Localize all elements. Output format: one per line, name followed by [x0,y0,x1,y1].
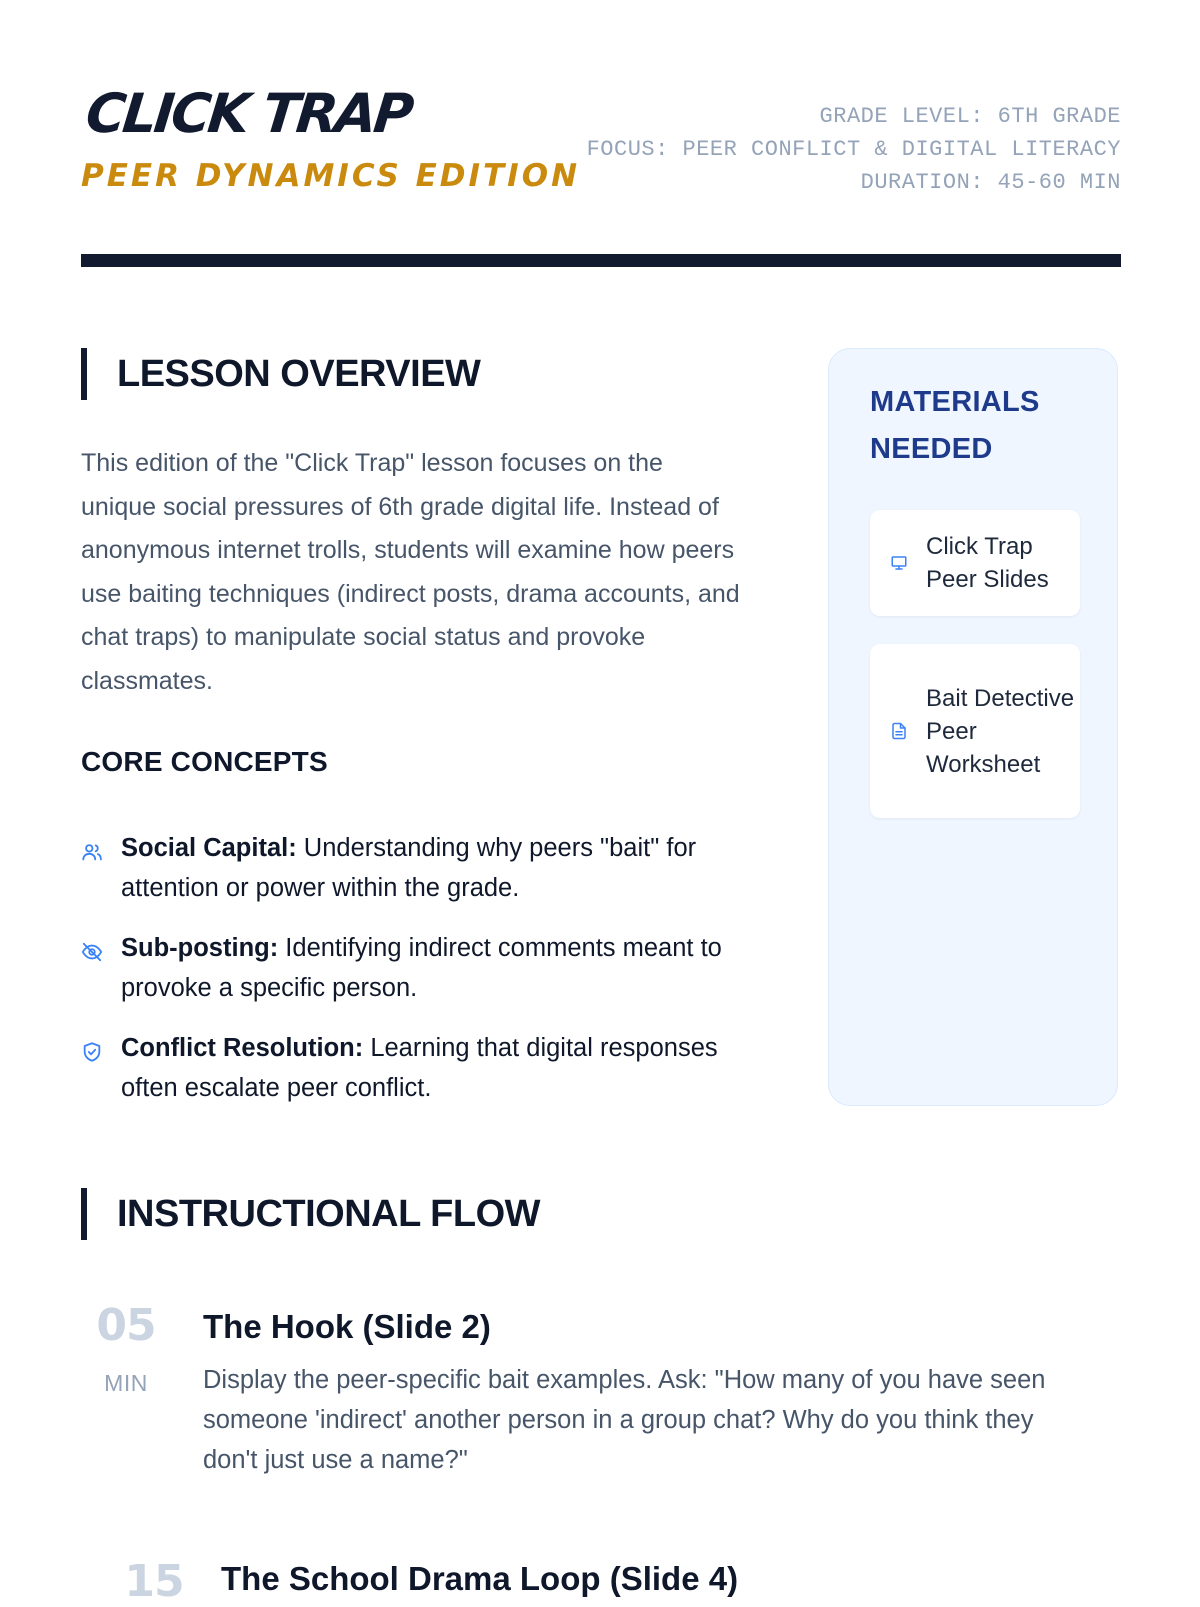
step-minutes-unit: MIN [104,1370,148,1396]
concept-desc: Identifying indirect comments meant to provoke a specific person. [121,934,722,1002]
step-minutes: 15 [124,1556,184,1607]
concept-item [81,828,741,908]
brand-title: CLICK TRAP [83,82,414,145]
step-title: The School Drama Loop (Slide 4) [221,1560,739,1597]
users-icon [81,841,103,863]
step-description: Display the peer-specific bait examples. Ask: "How many of you have seen someone 'indirect' another person in a group chat? Why do you think they don't just use a name?" [203,1366,1046,1474]
step-title: The Hook (Slide 2) [203,1308,491,1345]
concept-term: Sub-posting: [121,934,279,962]
shield-check-icon [81,1041,103,1063]
meta-duration: DURATION: 45-60 MIN [860,170,1121,195]
lesson-page [81,0,1121,1607]
meta-grade: GRADE LEVEL: 6TH GRADE [819,104,1121,129]
material-item-slides[interactable] [870,510,1080,616]
document-icon [890,722,908,740]
concept-item [81,1028,741,1108]
concept-desc: Understanding why peers "bait" for attention or power within the grade. [121,834,697,902]
concept-item [81,928,741,1008]
concept-desc: Learning that digital responses often escalate peer conflict. [121,1034,718,1102]
step-minutes: 05 [96,1300,156,1351]
presentation-icon [890,554,908,572]
concept-term: Social Capital: [121,834,297,862]
core-concepts-heading: CORE CONCEPTS [81,746,328,777]
brand-subtitle: PEER DYNAMICS EDITION [81,158,581,194]
materials-card [828,348,1118,1106]
material-label: Bait Detective Peer Worksheet [926,684,1075,778]
material-item-worksheet[interactable] [870,644,1080,818]
eye-off-icon [81,941,103,963]
core-concepts-list [81,828,741,1128]
flow-heading: INSTRUCTIONAL FLOW [81,1188,540,1240]
header-divider [81,254,1121,267]
materials-heading: MATERIALS NEEDED [870,386,1040,465]
meta-focus: FOCUS: PEER CONFLICT & DIGITAL LITERACY [586,137,1121,162]
overview-heading: LESSON OVERVIEW [81,348,480,400]
lesson-meta [587,100,1121,199]
concept-term: Conflict Resolution: [121,1034,364,1062]
overview-text: This edition of the "Click Trap" lesson focuses on the unique social pressures of 6th grade digital life. Instead of anonymous internet trolls, students will examine how peers use baiting techniques (indirect posts, drama accounts, and chat traps) to manipulate social status and provoke classmates. [81,449,740,695]
material-label: Click Trap Peer Slides [926,533,1049,593]
